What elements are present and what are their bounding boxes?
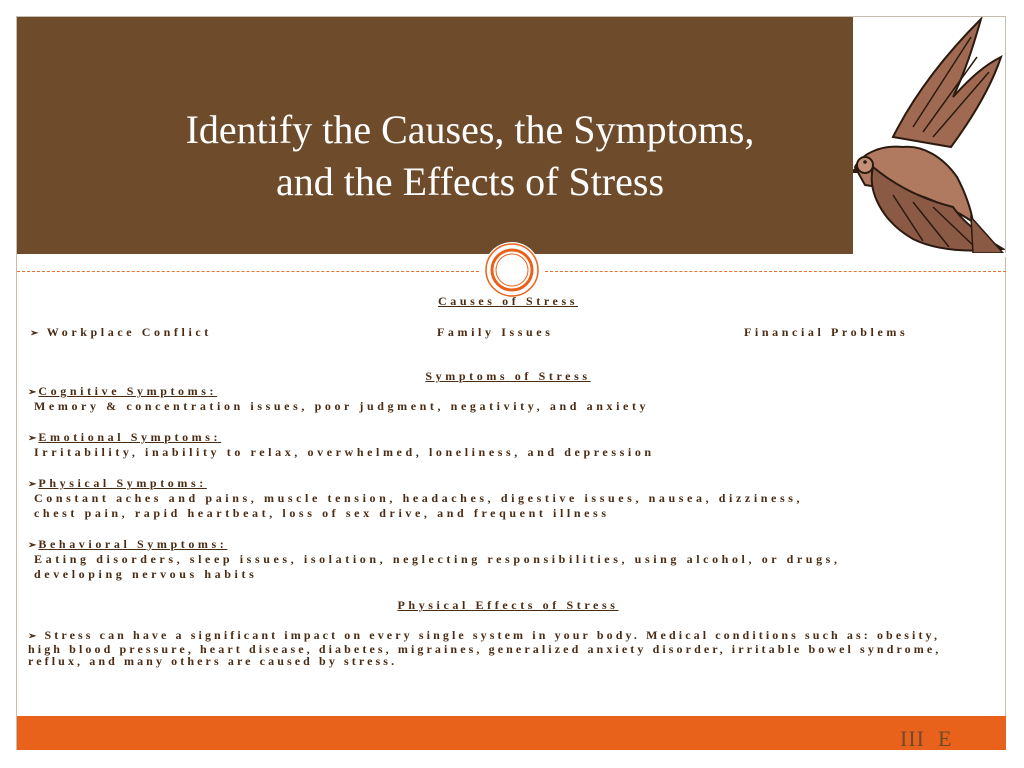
cause-item-1 (30, 325, 212, 340)
bullet-icon: ➢ (28, 387, 37, 398)
cause-label: Workplace Conflict (46, 325, 212, 339)
symptom-line: chest pain, rapid heartbeat, loss of sex drive, and frequent illness (34, 506, 610, 520)
symptom-line: Eating disorders, sleep issues, isolation, neglecting responsibilities, using alcohol, or drugs, (34, 552, 841, 566)
symptom-line: Irritability, inability to relax, overwhelmed, loneliness, and depression (34, 445, 655, 459)
hawk-image (853, 17, 1005, 253)
symptom-group-title-behavioral: ➢ Behavioral Symptoms: (28, 537, 228, 551)
effects-text: Stress can have a significant impact on every single system in your body. Medical conditions such as: obesity, high blood pressure, heart disease, diabetes, migraines, generalized anxiety disorder, irritable bowel syndrome, reflux, and many others are caused by stress. (28, 628, 942, 668)
bullet-icon: ➢ (28, 479, 37, 490)
hawk-in-flight-icon (853, 17, 1005, 253)
ring-icon (484, 242, 540, 298)
dashed-divider-right (545, 271, 1006, 272)
bullet-icon: ➢ (28, 631, 37, 642)
symptom-line: developing nervous habits (34, 567, 258, 581)
cause-item-2: Family Issues (437, 325, 554, 339)
effects-paragraph (28, 629, 973, 667)
dashed-divider-left (17, 271, 479, 272)
symptom-line: Memory & concentration issues, poor judgment, negativity, and anxiety (34, 399, 650, 413)
title-line-1: Identify the Causes, the Symptoms, (185, 107, 755, 152)
footer-label: III E (900, 726, 953, 751)
symptom-group-title-cognitive: ➢ Cognitive Symptoms: (28, 384, 218, 398)
title-line-2: and the Effects of Stress (275, 159, 665, 204)
symptoms-heading: Symptoms of Stress (425, 369, 591, 383)
causes-heading: Causes of Stress (437, 294, 579, 308)
symptom-line: Constant aches and pains, muscle tension, headaches, digestive issues, nausea, dizziness, (34, 491, 804, 505)
bullet-icon: ➢ (30, 328, 39, 339)
slide-title (40, 104, 900, 208)
symptom-group-title-physical: ➢ Physical Symptoms: (28, 476, 207, 490)
bullet-icon: ➢ (28, 433, 37, 444)
symptom-group-title-emotional: ➢ Emotional Symptoms: (28, 430, 222, 444)
title-band-edge (17, 252, 853, 254)
footer-bar (17, 716, 1006, 750)
medallion-ornament (484, 242, 540, 298)
effects-heading: Physical Effects of Stress (397, 598, 619, 612)
bullet-icon: ➢ (28, 540, 37, 551)
cause-item-3: Financial Problems (744, 325, 909, 339)
